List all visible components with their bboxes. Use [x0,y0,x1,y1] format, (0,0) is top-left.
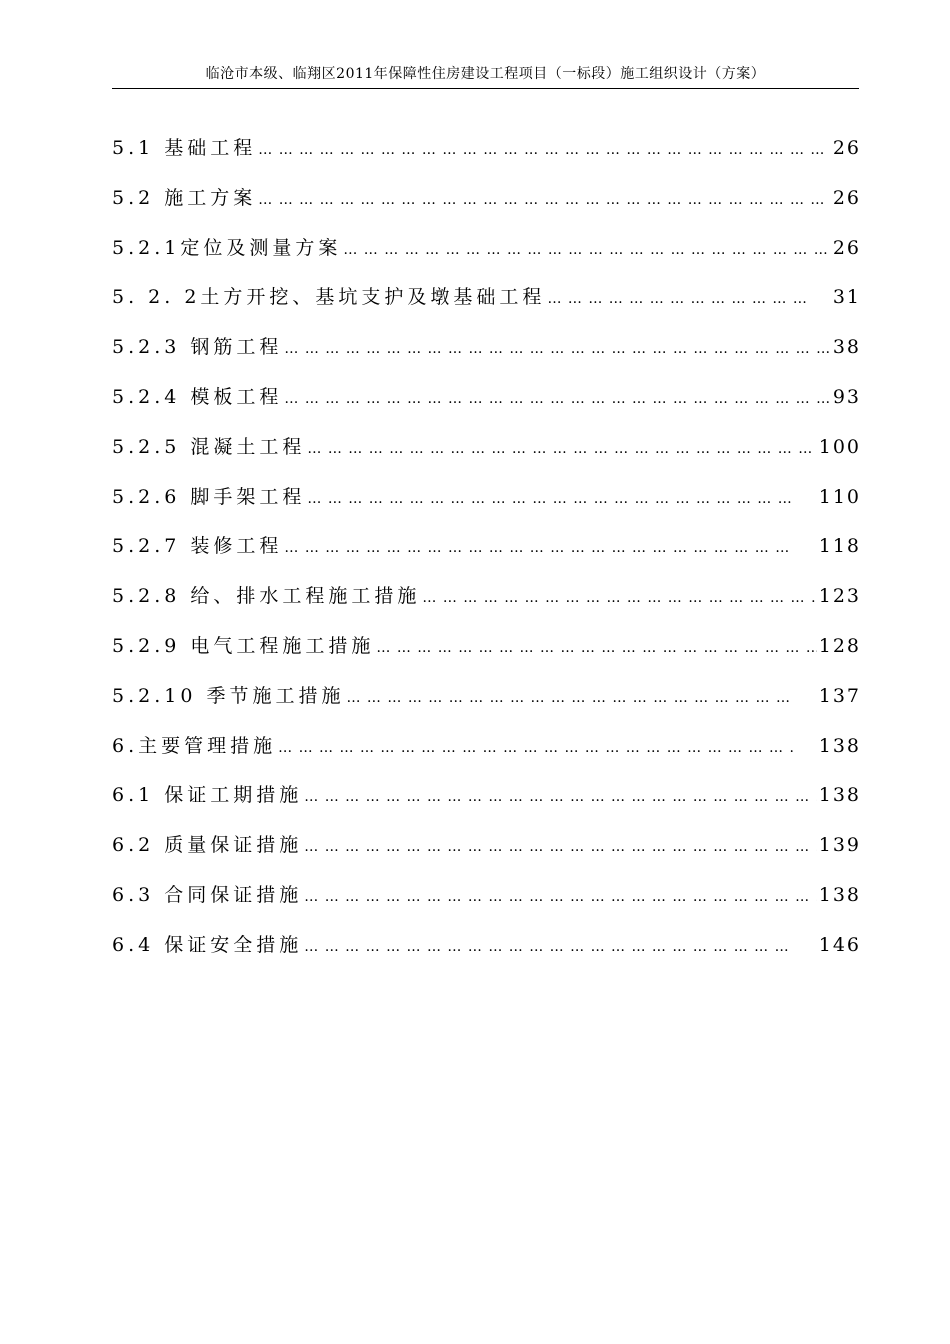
toc-entry-page: 138 [818,784,861,807]
toc-entry [112,427,859,477]
toc-entry-title: 5.2.9 电气工程施工措施 [112,634,375,657]
toc-dot-leader [307,479,792,519]
toc-dot-leader [346,678,792,718]
toc-entry-title: 6.3 合同保证措施 [112,883,303,906]
toc-entry [112,676,859,726]
toc-entry-title: 5.2.1定位及测量方案 [112,236,342,259]
toc-entry-page: 123 [818,585,861,608]
toc-entry-page: 93 [832,385,861,408]
toc-dot-leader [304,777,816,817]
toc-entry [112,377,859,427]
toc-entry-page: 137 [818,684,861,707]
toc-entry-title: 5.2 施工方案 [112,186,257,209]
toc-entry-page: 110 [818,485,861,508]
toc-entry [112,526,859,576]
toc-entry [112,477,859,527]
toc-entry-page: 118 [818,535,861,558]
toc-dot-leader [376,628,816,668]
toc-entry-page: 26 [832,236,861,259]
toc-dot-leader [258,130,831,170]
toc-dot-leader [258,180,831,220]
toc-entry-title: 5.2.10 季节施工措施 [112,684,345,707]
toc-entry [112,825,859,875]
page-header: 临沧市本级、临翔区2011年保障性住房建设工程项目（一标段）施工组织设计（方案） [112,64,859,89]
toc-entry-title: 5.1 基础工程 [112,137,257,159]
toc-entry [112,875,859,925]
toc-entry [112,228,859,278]
toc-entry-page: 100 [818,435,861,458]
toc-entry-page: 138 [818,734,861,757]
toc-entry-page: 31 [832,286,861,309]
toc-entry [112,775,859,825]
toc-entry-page: 38 [832,336,861,359]
toc-dot-leader [304,877,816,917]
toc-entry-title: 5.2.3 钢筋工程 [112,336,283,359]
toc-dot-leader [278,728,793,768]
toc-entry-title: 6.主要管理措施 [112,734,277,757]
toc-entry-title: 5.2.5 混凝土工程 [112,435,306,458]
toc-entry [112,327,859,377]
toc-entry-title: 5.2.7 装修工程 [112,535,283,558]
toc-dot-leader [547,279,806,319]
toc-entry-page: 128 [818,634,861,657]
toc-entry-title: 5.2.4 模板工程 [112,385,283,408]
toc-entry [112,128,859,178]
toc-entry-title: 6.1 保证工期措施 [112,784,303,807]
toc-entry-title: 6.2 质量保证措施 [112,834,303,857]
toc-entry-page: 26 [832,137,861,159]
toc-dot-leader [284,329,830,369]
toc-dot-leader [304,927,792,967]
toc-entry-page: 138 [818,883,861,906]
toc-dot-leader [307,429,816,469]
toc-entry-title: 5.2.8 给、排水工程施工措施 [112,585,421,608]
toc-dot-leader [284,379,830,419]
toc-entry [112,576,859,626]
toc-dot-leader [343,230,830,270]
toc-entry-page: 26 [832,186,861,209]
toc-entry [112,178,859,228]
toc-entry-title: 6.4 保证安全措施 [112,933,303,956]
toc-entry [112,726,859,776]
toc-entry-title: 5. 2. 2土方开挖、基坑支护及墩基础工程 [112,286,546,309]
toc-entry-page: 146 [818,933,861,956]
toc-dot-leader [422,578,816,618]
toc-dot-leader [284,528,792,568]
toc-entry [112,925,859,975]
toc-entry-page: 139 [818,834,861,857]
toc-dot-leader [304,827,816,867]
toc-entry [112,626,859,676]
table-of-contents [112,128,859,975]
toc-entry-title: 5.2.6 脚手架工程 [112,485,306,508]
toc-entry [112,277,859,327]
